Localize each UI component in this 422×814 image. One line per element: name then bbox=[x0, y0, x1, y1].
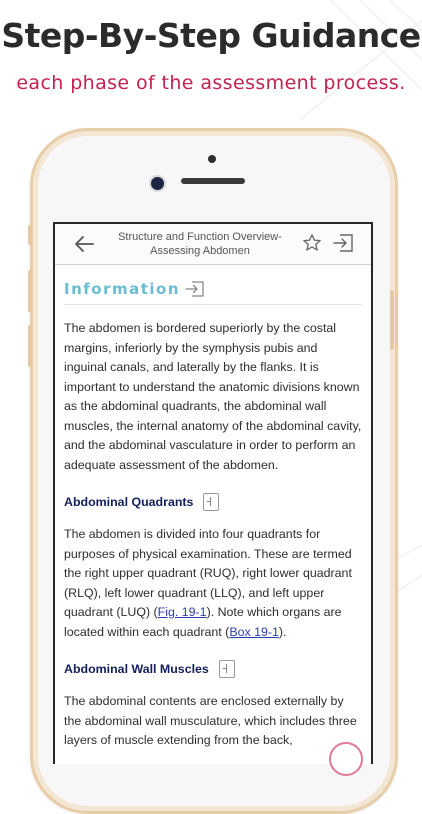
expand-section-icon[interactable] bbox=[219, 660, 235, 678]
information-heading-label: Information bbox=[64, 280, 181, 298]
promo-title: Step-By-Step Guidance bbox=[1, 16, 421, 55]
expand-section-icon[interactable] bbox=[203, 493, 219, 511]
nav-title-line-2: Assessing Abdomen bbox=[150, 245, 250, 257]
information-heading bbox=[64, 280, 362, 305]
floating-action-button[interactable] bbox=[329, 742, 363, 776]
back-arrow-icon[interactable] bbox=[73, 234, 95, 254]
quadrants-text-2: ). Note which organs are located within each quadrant ( bbox=[64, 605, 342, 639]
box-link[interactable]: Box 19-1 bbox=[229, 624, 279, 639]
figure-link[interactable]: Fig. 19-1 bbox=[157, 605, 207, 619]
quadrants-text-1: The abdomen is divided into four quadrants for purposes of physical examination. These are termed the right upper quadrant (RUQ), right lower quadrant (RLQ), left lower quadrant (LLQ), and left upper quadrant (LUQ) ( bbox=[64, 527, 352, 619]
front-camera-icon bbox=[149, 175, 166, 192]
speaker-grille bbox=[181, 178, 245, 184]
enter-icon[interactable] bbox=[184, 280, 206, 298]
nav-title bbox=[105, 230, 295, 258]
wall-muscles-paragraph: The abdominal contents are enclosed externally by the abdominal wall musculature, which includes three layers of muscle extending from the back, bbox=[64, 694, 357, 747]
nav-bar bbox=[55, 224, 371, 265]
abdominal-wall-muscles-heading bbox=[64, 660, 362, 678]
camera-dot bbox=[208, 155, 216, 163]
exit-icon[interactable] bbox=[332, 233, 354, 253]
volume-up-button bbox=[28, 270, 32, 312]
power-button bbox=[390, 290, 394, 350]
mute-switch bbox=[28, 225, 32, 245]
volume-down-button bbox=[28, 325, 32, 367]
abdominal-wall-muscles-label: Abdominal Wall Muscles bbox=[64, 662, 209, 676]
quadrants-paragraph bbox=[64, 525, 362, 642]
nav-title-line-1: Structure and Function Overview- bbox=[118, 231, 282, 243]
abdominal-quadrants-label: Abdominal Quadrants bbox=[64, 495, 194, 509]
quadrants-text-3: ). bbox=[278, 624, 287, 639]
promo-subtitle: each phase of the assessment process. bbox=[16, 72, 406, 94]
abdominal-quadrants-heading bbox=[64, 493, 362, 511]
intro-paragraph: The abdomen is bordered superiorly by the costal margins, inferiorly by the symphysis pubis and inguinal canals, and laterally by the flanks. It is important to understand the anatomic divisions known as the abdominal quadrants, the abdominal wall muscles, the internal anatomy of the abdominal cavity, and the abdominal vasculature in order to perform an adequate assessment of the abdomen. bbox=[64, 321, 362, 472]
app-screen bbox=[53, 222, 373, 764]
star-icon[interactable] bbox=[302, 233, 322, 253]
content-area bbox=[64, 280, 362, 764]
